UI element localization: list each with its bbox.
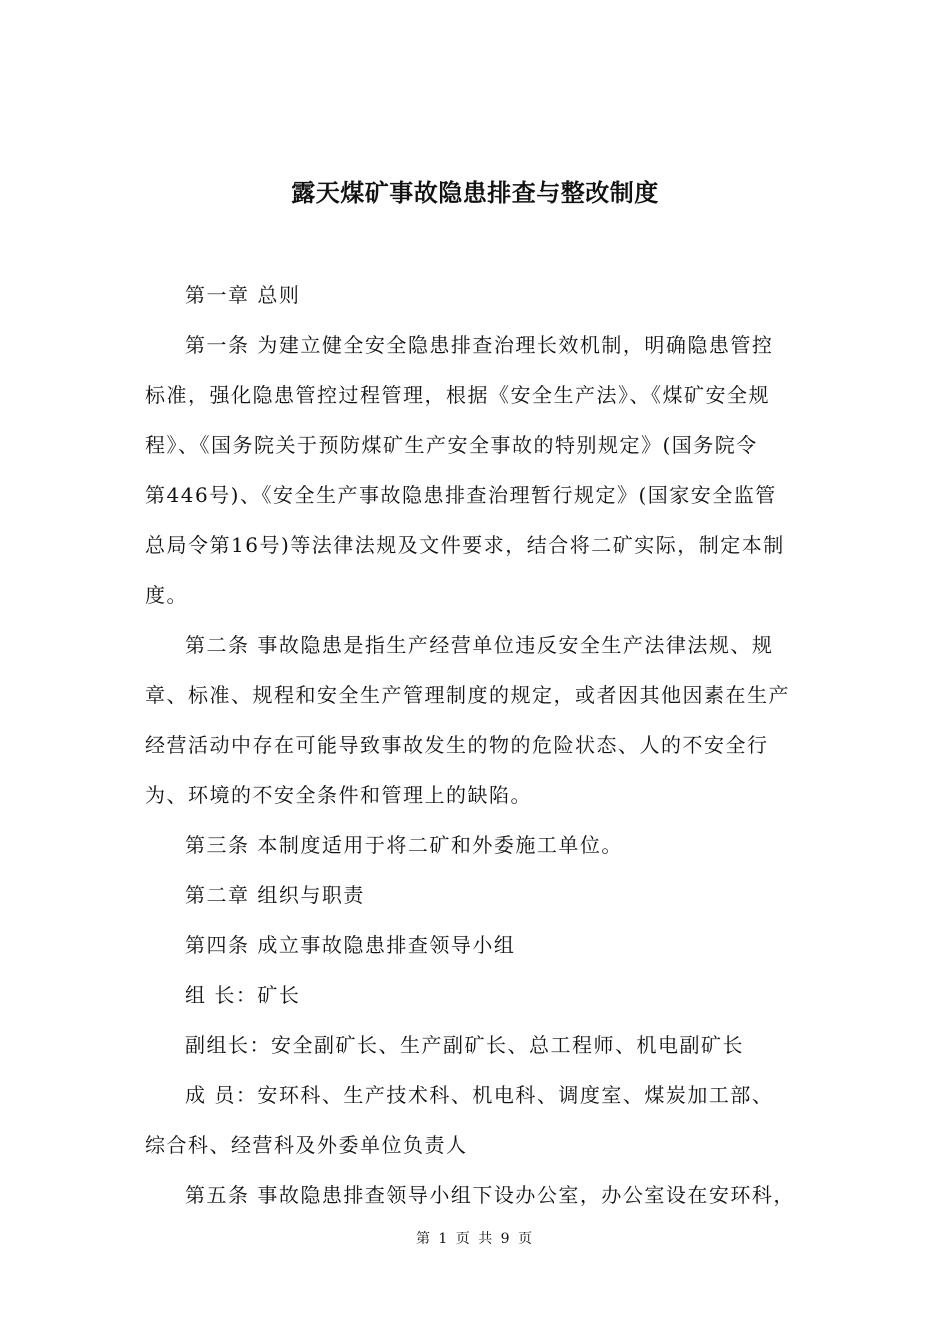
text-line: 第二章 组织与职责: [185, 883, 365, 907]
document-body: [145, 270, 807, 1220]
paragraph: [145, 1170, 807, 1220]
document-title: 露天煤矿事故隐患排查与整改制度: [291, 178, 659, 207]
text-line: 第二条 事故隐患是指生产经营单位违反安全生产法律法规、规: [185, 633, 774, 657]
text-line: 为、环境的不安全条件和管理上的缺陷。: [145, 783, 532, 807]
paragraph: [145, 870, 807, 920]
page-footer: 第 1 页 共 9 页: [415, 1231, 535, 1247]
text-line: 程》、《国务院关于预防煤矿生产安全事故的特别规定》(国务院令: [145, 433, 758, 457]
text-line: 度。: [145, 583, 188, 607]
text-line: 综合科、经营科及外委单位负责人: [145, 1133, 468, 1157]
paragraph: [145, 820, 807, 870]
text-line: 第一条 为建立健全安全隐患排查治理长效机制，明确隐患管控: [185, 333, 774, 357]
paragraph: [145, 320, 807, 620]
paragraph: [145, 270, 807, 320]
text-line: 章、标准、规程和安全生产管理制度的规定，或者因其他因素在生产: [145, 683, 790, 707]
paragraph: [145, 970, 807, 1020]
text-line: 第三条 本制度适用于将二矿和外委施工单位。: [185, 833, 623, 857]
paragraph: [145, 1070, 807, 1170]
text-line: 组 长：矿长: [185, 983, 301, 1007]
text-line: 第四条 成立事故隐患排查领导小组: [185, 933, 516, 957]
text-line: 经营活动中存在可能导致事故发生的物的危险状态、人的不安全行: [145, 733, 769, 757]
text-line: 第五条 事故隐患排查领导小组下设办公室，办公室设在安环科，: [185, 1183, 795, 1207]
text-line: 成 员：安环科、生产技术科、机电科、调度室、煤炭加工部、: [185, 1083, 774, 1107]
text-line: 总局令第16号)等法律法规及文件要求，结合将二矿实际，制定本制: [145, 533, 785, 557]
text-line: 第一章 总则: [185, 283, 301, 307]
paragraph: [145, 920, 807, 970]
text-line: 副组长：安全副矿长、生产副矿长、总工程师、机电副矿长: [185, 1033, 744, 1057]
text-line: 第446号)、《安全生产事故隐患排查治理暂行规定》(国家安全监管: [145, 483, 777, 507]
text-line: 标准，强化隐患管控过程管理，根据《安全生产法》、《煤矿安全规: [145, 383, 770, 407]
paragraph: [145, 1020, 807, 1070]
paragraph: [145, 620, 807, 820]
